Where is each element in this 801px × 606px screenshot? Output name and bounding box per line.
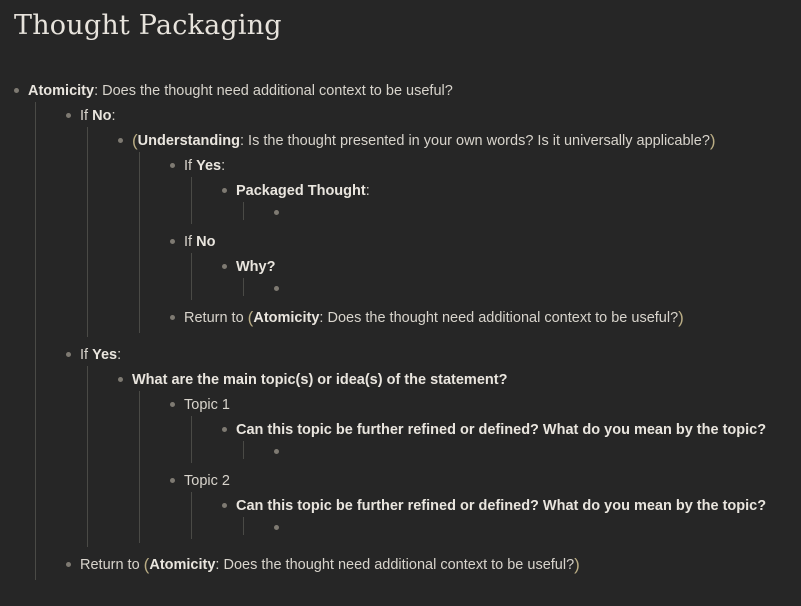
outline-item-text xyxy=(28,83,453,99)
bullet-icon xyxy=(222,188,227,193)
outline-item-text xyxy=(132,133,716,149)
outline-item-if-yes[interactable] xyxy=(64,341,789,551)
close-paren: ) xyxy=(678,308,684,328)
emphasis-text: Atomicity xyxy=(28,83,95,100)
outline-item-why-blank[interactable] xyxy=(272,278,789,296)
close-paren: ) xyxy=(574,555,580,575)
outline-item-topic-1-blank[interactable] xyxy=(272,441,789,459)
plain-text: Topic 1 xyxy=(184,397,230,414)
plain-text: : Does the thought need additional context to be useful? xyxy=(319,310,679,327)
emphasis-text: Can this topic be further refined or defined? What do you mean by the topic? xyxy=(236,422,767,439)
outline-item-topic-1-refine[interactable] xyxy=(220,416,789,463)
plain-text: : Does the thought need additional context to be useful? xyxy=(215,557,575,574)
outline-item-why[interactable] xyxy=(220,253,789,300)
bullet-icon xyxy=(66,113,71,118)
outline-item-topic-2-refine[interactable] xyxy=(220,492,789,539)
plain-text: If xyxy=(80,108,93,125)
open-paren: ( xyxy=(247,308,254,328)
outline-tree xyxy=(12,43,789,584)
outline-item-if-yes-understanding[interactable] xyxy=(168,152,789,228)
outline-sublist xyxy=(243,517,789,535)
outline-sublist xyxy=(87,366,789,547)
outline-item-text xyxy=(236,422,766,438)
bullet-icon xyxy=(170,402,175,407)
emphasis-text: Understanding xyxy=(137,133,240,150)
bullet-icon xyxy=(66,352,71,357)
plain-text: : xyxy=(117,347,122,364)
outline-item-topic-2-blank[interactable] xyxy=(272,517,789,535)
bullet-icon xyxy=(222,503,227,508)
bullet-icon xyxy=(118,377,123,382)
bullet-icon xyxy=(222,427,227,432)
outline-item-understanding[interactable] xyxy=(116,127,789,337)
outline-item-text xyxy=(184,473,230,489)
outline-item-if-no-understanding[interactable] xyxy=(168,228,789,304)
outline-item-text xyxy=(184,310,684,326)
outline-sublist xyxy=(243,278,789,296)
outline-item-atomicity[interactable] xyxy=(12,77,789,584)
outline-root-list xyxy=(12,77,789,584)
outline-item-packaged-thought-blank[interactable] xyxy=(272,202,789,220)
title-spacer xyxy=(12,43,789,77)
emphasis-text: Can this topic be further refined or defined? What do you mean by the topic? xyxy=(236,498,767,515)
emphasis-text: Why? xyxy=(236,259,276,276)
outline-item-text xyxy=(80,347,121,363)
outline-item-topic-1[interactable] xyxy=(168,391,789,467)
outline-sublist xyxy=(139,391,789,543)
emphasis-text: No xyxy=(92,108,112,125)
plain-text: : xyxy=(111,108,116,125)
open-paren: ( xyxy=(143,555,150,575)
outline-item-text xyxy=(184,158,225,174)
open-paren: ( xyxy=(132,131,138,151)
plain-text: : xyxy=(221,158,226,175)
outline-item-text xyxy=(132,372,507,388)
bullet-icon xyxy=(274,210,279,215)
outline-item-main-topics[interactable] xyxy=(116,366,789,547)
plain-text: Return to xyxy=(80,557,144,574)
bullet-icon xyxy=(274,449,279,454)
bullet-icon xyxy=(274,286,279,291)
bullet-icon xyxy=(170,239,175,244)
outline-item-text xyxy=(80,557,580,573)
emphasis-text: Atomicity xyxy=(149,557,216,574)
outline-sublist xyxy=(243,441,789,459)
plain-text: If xyxy=(184,234,197,251)
emphasis-text: Atomicity xyxy=(253,310,320,327)
outline-item-text xyxy=(236,498,766,514)
outline-sublist xyxy=(243,202,789,220)
plain-text: If xyxy=(184,158,197,175)
outline-sublist xyxy=(191,492,789,539)
outline-item-text xyxy=(236,183,370,199)
outline-sublist xyxy=(191,253,789,300)
plain-text: Return to xyxy=(184,310,248,327)
bullet-icon xyxy=(66,562,71,567)
bullet-icon xyxy=(274,525,279,530)
plain-text: Topic 2 xyxy=(184,473,230,490)
outline-item-return-to-atomicity-1[interactable] xyxy=(168,304,789,333)
outline-item-return-to-atomicity-2[interactable] xyxy=(64,551,789,580)
bullet-icon xyxy=(170,315,175,320)
bullet-icon xyxy=(170,163,175,168)
outline-sublist xyxy=(139,152,789,333)
emphasis-text: No xyxy=(196,234,216,251)
emphasis-text: Yes xyxy=(92,347,118,364)
close-paren: ) xyxy=(709,131,716,151)
outline-sublist xyxy=(35,102,789,580)
outline-item-if-no[interactable] xyxy=(64,102,789,341)
bullet-icon xyxy=(170,478,175,483)
outline-sublist xyxy=(191,177,789,224)
page-title: Thought Packaging xyxy=(14,10,282,41)
bullet-icon xyxy=(118,138,123,143)
plain-text: : Does the thought need additional context to be useful? xyxy=(94,83,453,100)
outline-item-packaged-thought[interactable] xyxy=(220,177,789,224)
emphasis-text: What are the main topic(s) or idea(s) of the statement? xyxy=(132,372,508,389)
outline-item-text xyxy=(236,259,275,275)
plain-text: If xyxy=(80,347,93,364)
emphasis-text: Yes xyxy=(196,158,222,175)
outline-sublist xyxy=(191,416,789,463)
outline-item-text xyxy=(80,108,115,124)
plain-text: : Is the thought presented in your own words? Is it universally applicable? xyxy=(239,133,710,150)
outline-item-topic-2[interactable] xyxy=(168,467,789,543)
plain-text: : xyxy=(365,183,370,200)
outline-sublist xyxy=(87,127,789,337)
outline-item-text xyxy=(184,397,230,413)
bullet-icon xyxy=(222,264,227,269)
bullet-icon xyxy=(14,88,19,93)
outline-item-text xyxy=(184,234,215,250)
emphasis-text: Packaged Thought xyxy=(236,183,366,200)
